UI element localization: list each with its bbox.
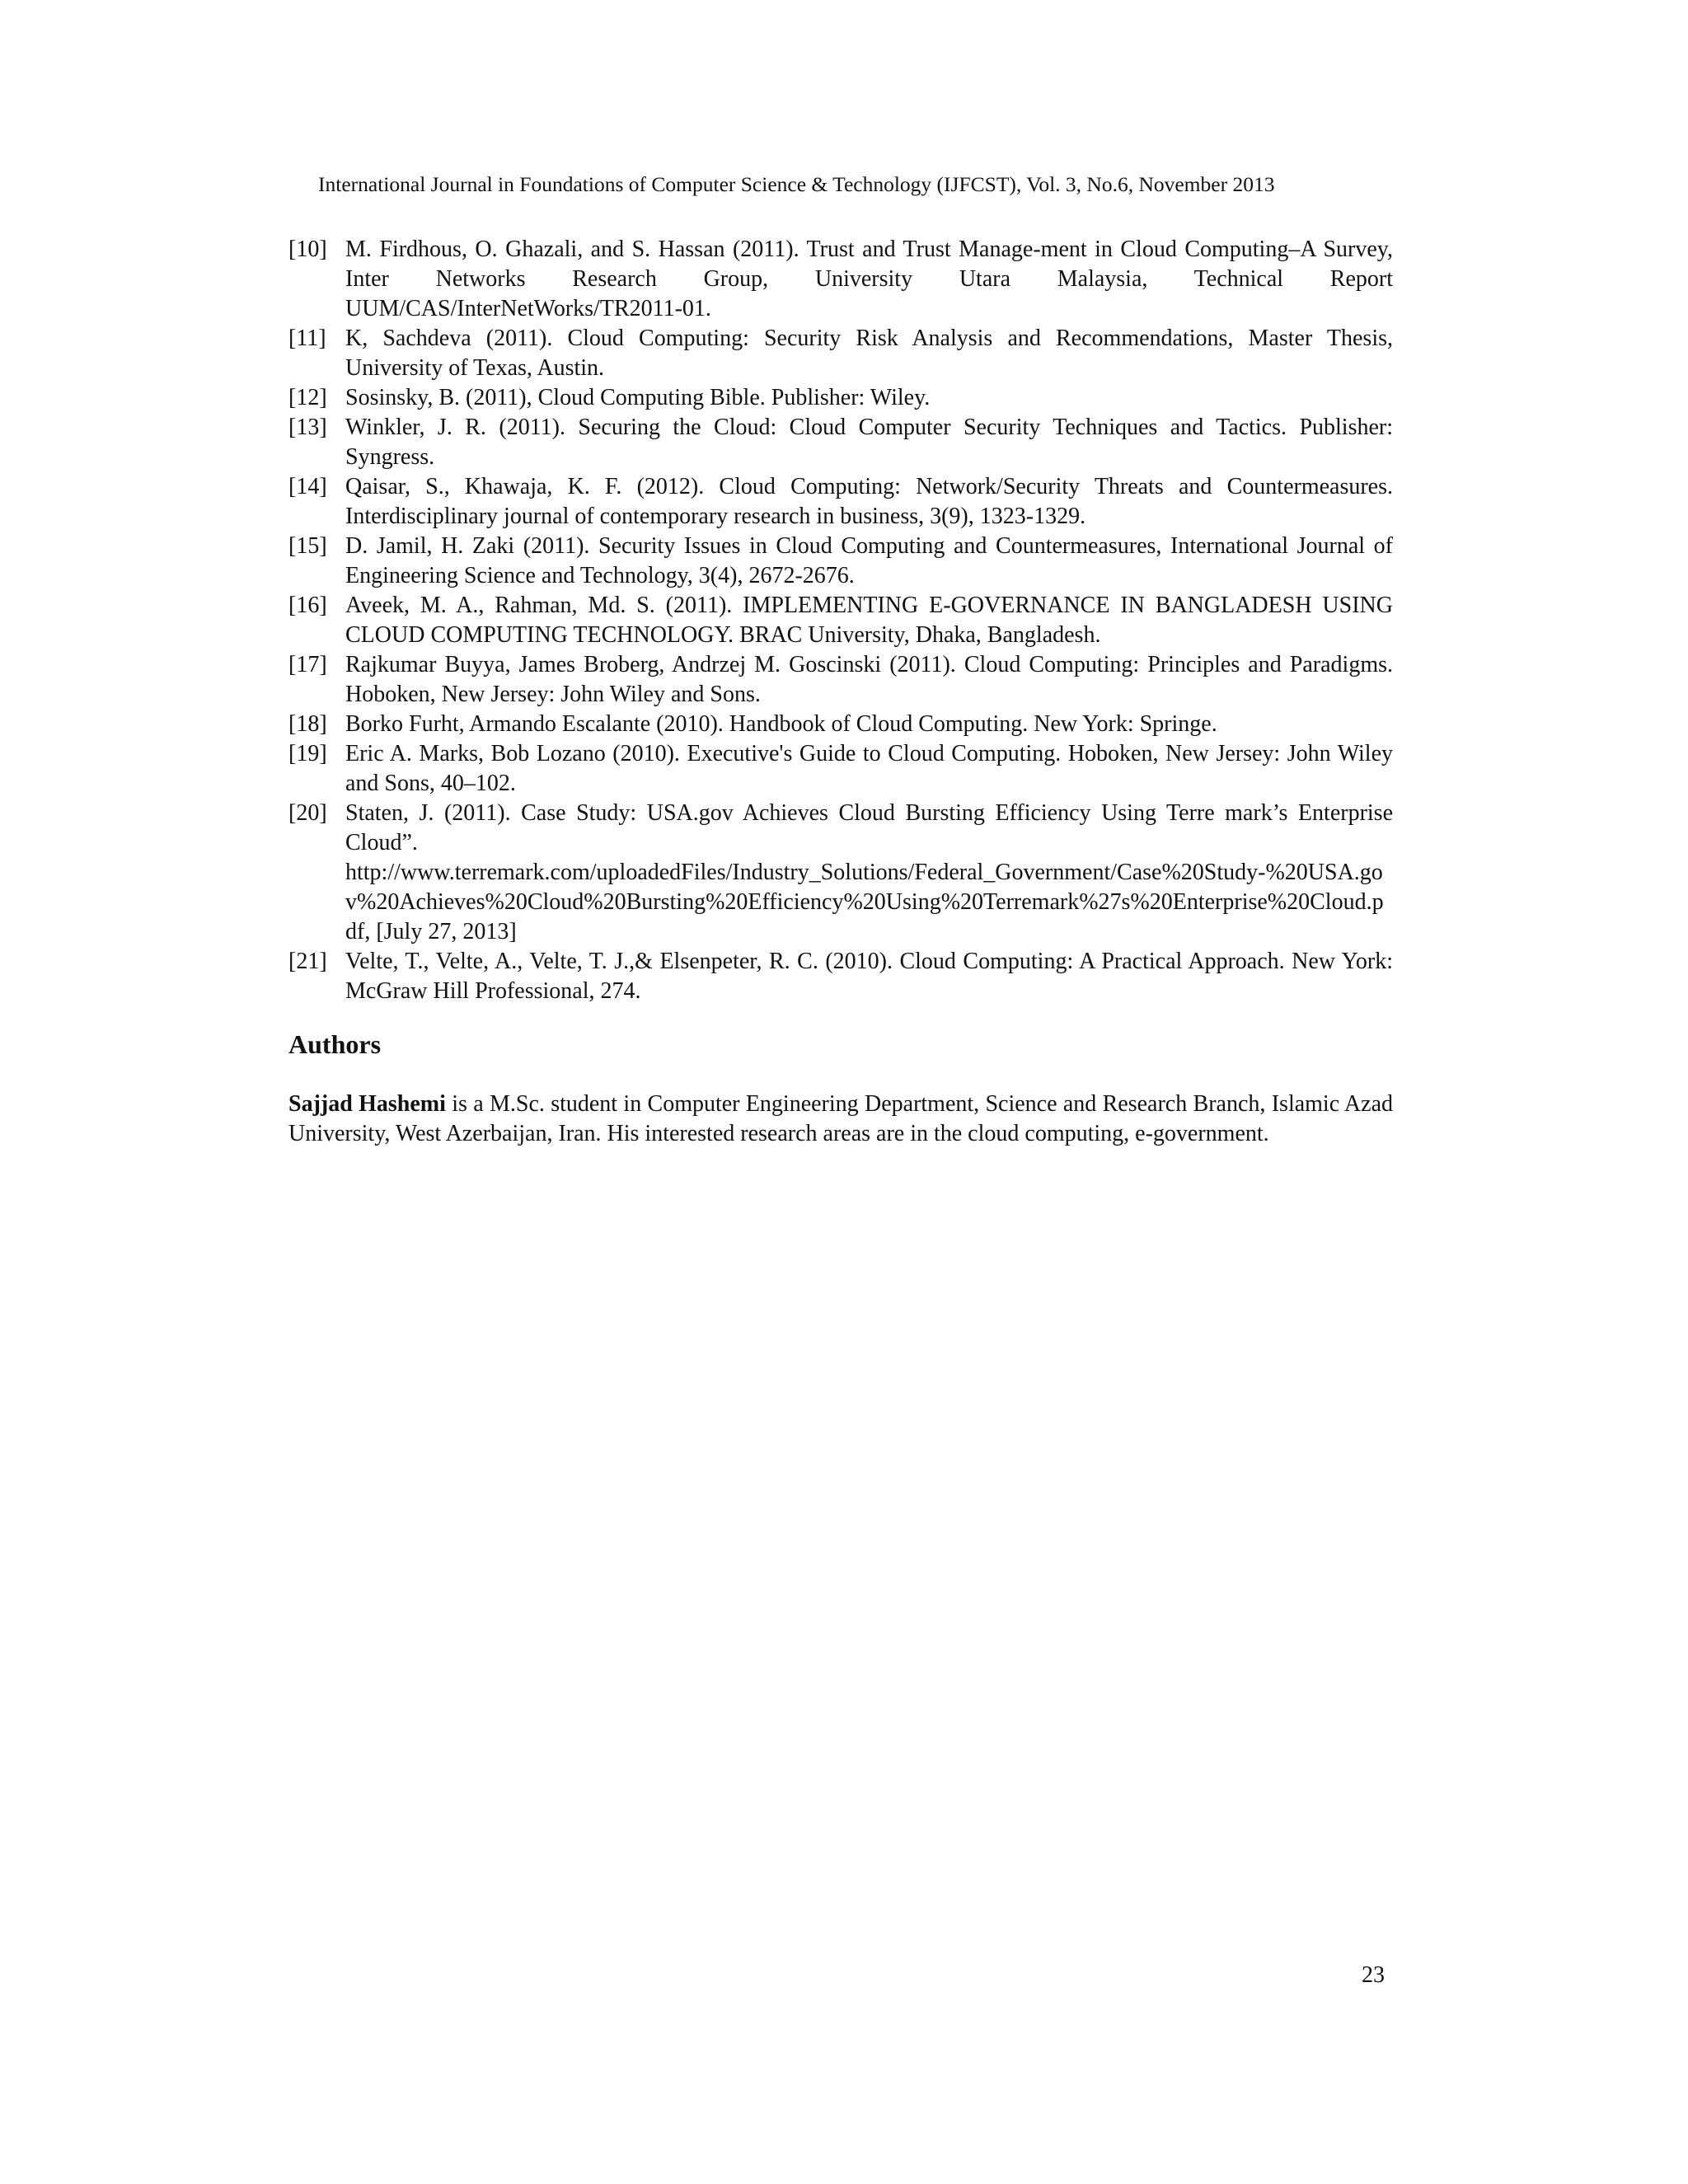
reference-text: Staten, J. (2011). Case Study: USA.gov Achieves Cloud Bursting Efficiency Using Terre mark’s Enterprise Cloud”. xyxy=(345,800,1393,855)
reference-text: Sosinsky, B. (2011), Cloud Computing Bible. Publisher: Wiley. xyxy=(345,385,931,410)
reference-text: D. Jamil, H. Zaki (2011). Security Issues in Cloud Computing and Countermeasures, International Journal of Engineering Science and Technology, 3(4), 2672-2676. xyxy=(345,533,1393,588)
reference-number: [19] xyxy=(288,741,327,766)
author-bio-text: is a M.Sc. student in Computer Engineering Department, Science and Research Branch, Islamic Azad University, West Azerbaijan, Iran. His interested research areas are in the cloud computing, e-government. xyxy=(288,1091,1393,1146)
reference-text: Rajkumar Buyya, James Broberg, Andrzej M. Goscinski (2011). Cloud Computing: Principles and Paradigms. Hoboken, New Jersey: John Wiley and Sons. xyxy=(345,652,1393,707)
reference-text: Velte, T., Velte, A., Velte, T. J.,& Elsenpeter, R. C. (2010). Cloud Computing: A Practical Approach. New York: McGraw Hill Professional, 274. xyxy=(345,949,1393,1004)
reference-item xyxy=(288,799,1393,947)
authors-heading: Authors xyxy=(288,1029,382,1059)
reference-number: [18] xyxy=(288,711,327,737)
reference-number: [17] xyxy=(288,652,327,677)
reference-item xyxy=(288,947,1393,1006)
page-number: 23 xyxy=(1362,1962,1385,1988)
reference-item xyxy=(288,324,1393,383)
reference-number: [11] xyxy=(288,326,326,351)
reference-item xyxy=(288,710,1393,739)
reference-text: Aveek, M. A., Rahman, Md. S. (2011). IMPLEMENTING E-GOVERNANCE IN BANGLADESH USING CLOUD COMPUTING TECHNOLOGY. BRAC University, Dhaka, Bangladesh. xyxy=(345,593,1393,648)
reference-url: http://www.terremark.com/uploadedFiles/Industry_Solutions/Federal_Government/Case%20Study-%20USA.gov%20Achieves%20Cloud%20Bursting%20Efficiency%20Using%20Terremark%27s%20Enterprise%20Cloud.pdf, [July 27, 2013] xyxy=(345,860,1384,944)
reference-number: [14] xyxy=(288,474,327,499)
author-bio xyxy=(288,1090,1393,1149)
reference-item xyxy=(288,413,1393,472)
running-header: International Journal in Foundations of Computer Science & Technology (IJFCST), Vol. 3, No.6, November 2013 xyxy=(318,172,1275,196)
reference-text: Winkler, J. R. (2011). Securing the Cloud: Cloud Computer Security Techniques and Tactics. Publisher: Syngress. xyxy=(345,415,1393,470)
reference-item xyxy=(288,739,1393,799)
reference-list xyxy=(288,235,1393,1006)
reference-text: K, Sachdeva (2011). Cloud Computing: Security Risk Analysis and Recommendations, Master Thesis, University of Texas, Austin. xyxy=(345,326,1393,381)
reference-item xyxy=(288,383,1393,413)
author-name: Sajjad Hashemi xyxy=(288,1091,446,1117)
reference-text: Qaisar, S., Khawaja, K. F. (2012). Cloud Computing: Network/Security Threats and Countermeasures. Interdisciplinary journal of contemporary research in business, 3(9), 1323-1329. xyxy=(345,474,1393,529)
reference-number: [12] xyxy=(288,385,327,410)
reference-number: [10] xyxy=(288,237,327,262)
reference-item xyxy=(288,591,1393,650)
reference-number: [13] xyxy=(288,415,327,440)
reference-item xyxy=(288,532,1393,591)
reference-text: Eric A. Marks, Bob Lozano (2010). Executive's Guide to Cloud Computing. Hoboken, New Jersey: John Wiley and Sons, 40–102. xyxy=(345,741,1393,796)
reference-number: [16] xyxy=(288,593,327,618)
reference-number: [20] xyxy=(288,800,327,826)
reference-item xyxy=(288,472,1393,532)
reference-number: [21] xyxy=(288,949,327,974)
reference-number: [15] xyxy=(288,533,327,559)
reference-item xyxy=(288,235,1393,324)
reference-text: Borko Furht, Armando Escalante (2010). Handbook of Cloud Computing. New York: Springe. xyxy=(345,711,1217,737)
reference-item xyxy=(288,650,1393,710)
reference-text: M. Firdhous, O. Ghazali, and S. Hassan (2011). Trust and Trust Manage-ment in Cloud Computing–A Survey, Inter Networks Research Group, University Utara Malaysia, Technical Report UUM/CAS/InterNetWorks/TR2011-01. xyxy=(345,237,1393,321)
